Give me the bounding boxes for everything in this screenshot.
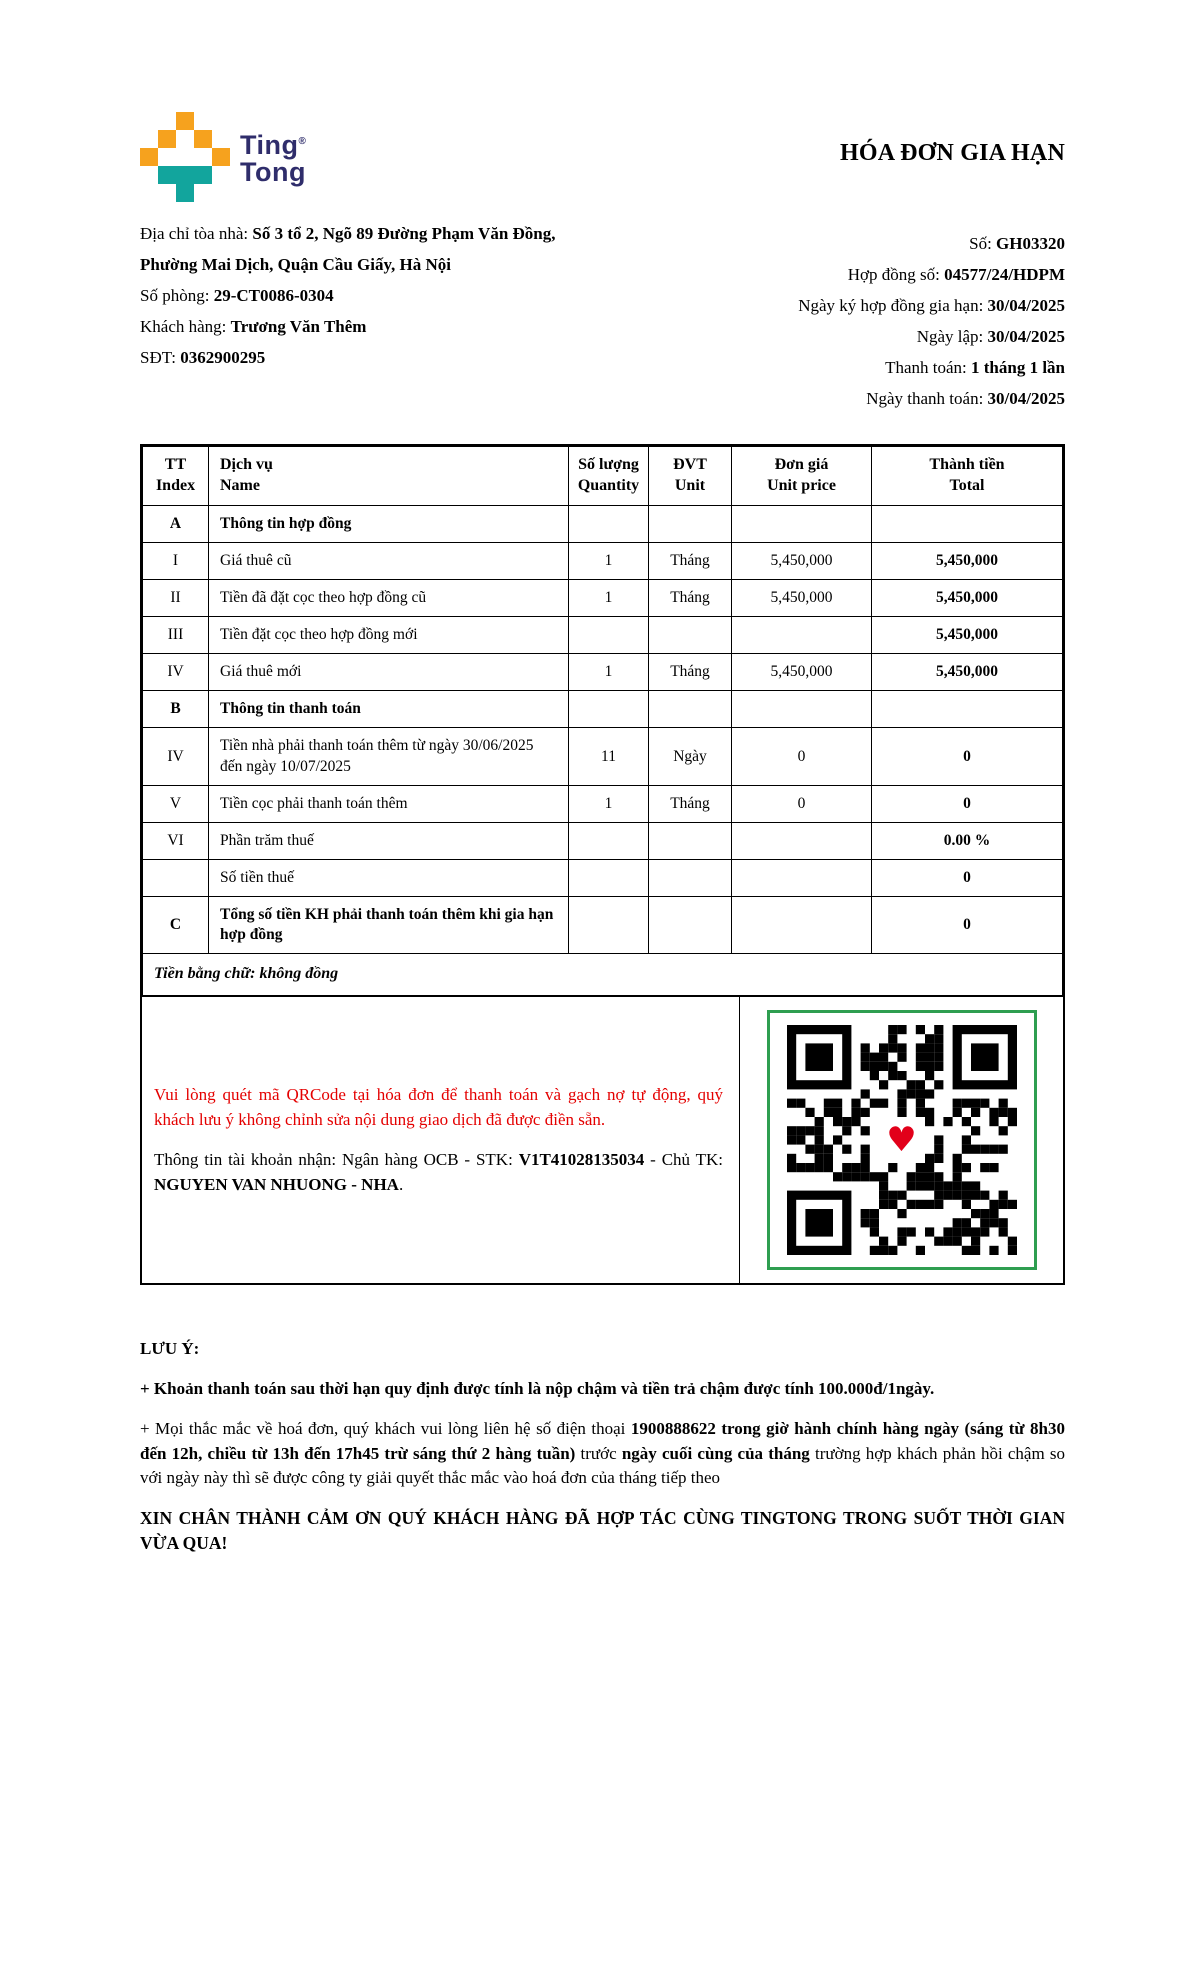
info-line: Ngày thanh toán: 30/04/2025 bbox=[866, 389, 1065, 408]
column-header: Thành tiền Total bbox=[872, 447, 1063, 506]
table-row: C Tổng số tiền KH phải thanh toán thêm khi gia hạn hợp đồng 0 bbox=[143, 897, 1063, 954]
amount-in-words-row bbox=[143, 954, 1063, 996]
info-line: Số phòng: 29-CT0086-0304 bbox=[140, 286, 334, 305]
qr-frame bbox=[767, 1010, 1037, 1270]
table-header bbox=[143, 447, 1063, 506]
info-line: Ngày ký hợp đồng gia hạn: 30/04/2025 bbox=[798, 296, 1065, 315]
table-row: V Tiền cọc phải thanh toán thêm 1 Tháng 0 0 bbox=[143, 785, 1063, 822]
logo-wordmark: Ting® Tong bbox=[240, 130, 307, 187]
hotline-note: + Mọi thắc mắc về hoá đơn, quý khách vui lòng liên hệ số điện thoại 1900888622 trong giờ hành chính hàng ngày (sáng từ 8h30 đến 12h, chiều từ 13h đến 17h45 trừ sáng thứ 2 hàng tuần) trước ngày cuối cùng của tháng trường hợp khách phản hồi chậm so với ngày này thì sẽ được công ty giải quyết thắc mắc vào hoá đơn của tháng tiếp theo bbox=[140, 1419, 1066, 1487]
tingtong-logo bbox=[140, 112, 306, 202]
footer-notes bbox=[140, 1337, 1065, 1555]
invoice-info bbox=[140, 218, 1065, 414]
column-header: TT Index bbox=[143, 447, 209, 506]
qr-payment-section bbox=[142, 996, 1063, 1283]
info-line: Thanh toán: 1 tháng 1 lần bbox=[885, 358, 1065, 377]
payment-instructions-cell bbox=[142, 997, 740, 1283]
table-row: A Thông tin hợp đồng bbox=[143, 505, 1063, 542]
late-payment-note: + Khoản thanh toán sau thời hạn quy định được tính là nộp chậm và tiền trả chậm được tính 100.000đ/1ngày. bbox=[140, 1379, 935, 1399]
info-line: Địa chỉ tòa nhà: Số 3 tổ 2, Ngõ 89 Đường Phạm Văn Đồng, Phường Mai Dịch, Quận Cầu Giấy, Hà Nội bbox=[140, 224, 556, 274]
info-line: SĐT: 0362900295 bbox=[140, 348, 266, 367]
table-row: VI Phần trăm thuế 0.00 % bbox=[143, 822, 1063, 859]
invoice-table-wrap bbox=[140, 444, 1065, 1285]
info-line: Khách hàng: Trương Văn Thêm bbox=[140, 317, 367, 336]
info-line: Ngày lập: 30/04/2025 bbox=[916, 327, 1065, 346]
notes-title: LƯU Ý: bbox=[140, 1339, 200, 1359]
column-header: Đơn giá Unit price bbox=[732, 447, 872, 506]
table-row: II Tiền đã đặt cọc theo hợp đồng cũ 1 Tháng 5,450,000 5,450,000 bbox=[143, 579, 1063, 616]
table-body bbox=[143, 505, 1063, 954]
receiving-account-info: Thông tin tài khoản nhận: Ngân hàng OCB - STK: V1T41028135034 - Chủ TK: NGUYEN VAN NHUONG - NHA. bbox=[154, 1150, 724, 1194]
qr-cell bbox=[740, 997, 1063, 1283]
table-row: B Thông tin thanh toán bbox=[143, 691, 1063, 728]
customer-info-block bbox=[140, 218, 588, 414]
table-row: IV Giá thuê mới 1 Tháng 5,450,000 5,450,000 bbox=[143, 654, 1063, 691]
info-line: Số: GH03320 bbox=[969, 234, 1065, 253]
table-row: Số tiền thuế 0 bbox=[143, 860, 1063, 897]
document-title: HÓA ĐƠN GIA HẠN bbox=[839, 140, 1065, 166]
table-row: IV Tiền nhà phải thanh toán thêm từ ngày 30/06/2025 đến ngày 10/07/2025 11 Ngày 0 0 bbox=[143, 728, 1063, 785]
info-line: Hợp đồng số: 04577/24/HDPM bbox=[847, 265, 1065, 284]
invoice-meta-block bbox=[798, 228, 1065, 414]
amount-in-words: Tiền bằng chữ: không đồng bbox=[143, 954, 1063, 996]
header bbox=[140, 112, 1065, 202]
qr-scan-notice: Vui lòng quét mã QRCode tại hóa đơn để thanh toán và gạch nợ tự động, quý khách lưu ý không chỉnh sửa nội dung giao dịch đã được điền sẵn. bbox=[154, 1084, 723, 1129]
thank-you-message: XIN CHÂN THÀNH CẢM ƠN QUÝ KHÁCH HÀNG ĐÃ HỢP TÁC CÙNG TINGTONG TRONG SUỐT THỜI GIAN VỪA QUA! bbox=[140, 1507, 1065, 1553]
column-header: ĐVT Unit bbox=[649, 447, 732, 506]
vietqr-heart-icon: ♥ bbox=[879, 1117, 925, 1163]
invoice-table bbox=[142, 446, 1063, 996]
column-header: Số lượng Quantity bbox=[569, 447, 649, 506]
qr-code bbox=[787, 1025, 1017, 1255]
column-header: Dịch vụ Name bbox=[209, 447, 569, 506]
tingtong-tree-icon bbox=[140, 112, 230, 202]
table-row: III Tiền đặt cọc theo hợp đồng mới 5,450,000 bbox=[143, 617, 1063, 654]
table-row: I Giá thuê cũ 1 Tháng 5,450,000 5,450,000 bbox=[143, 542, 1063, 579]
